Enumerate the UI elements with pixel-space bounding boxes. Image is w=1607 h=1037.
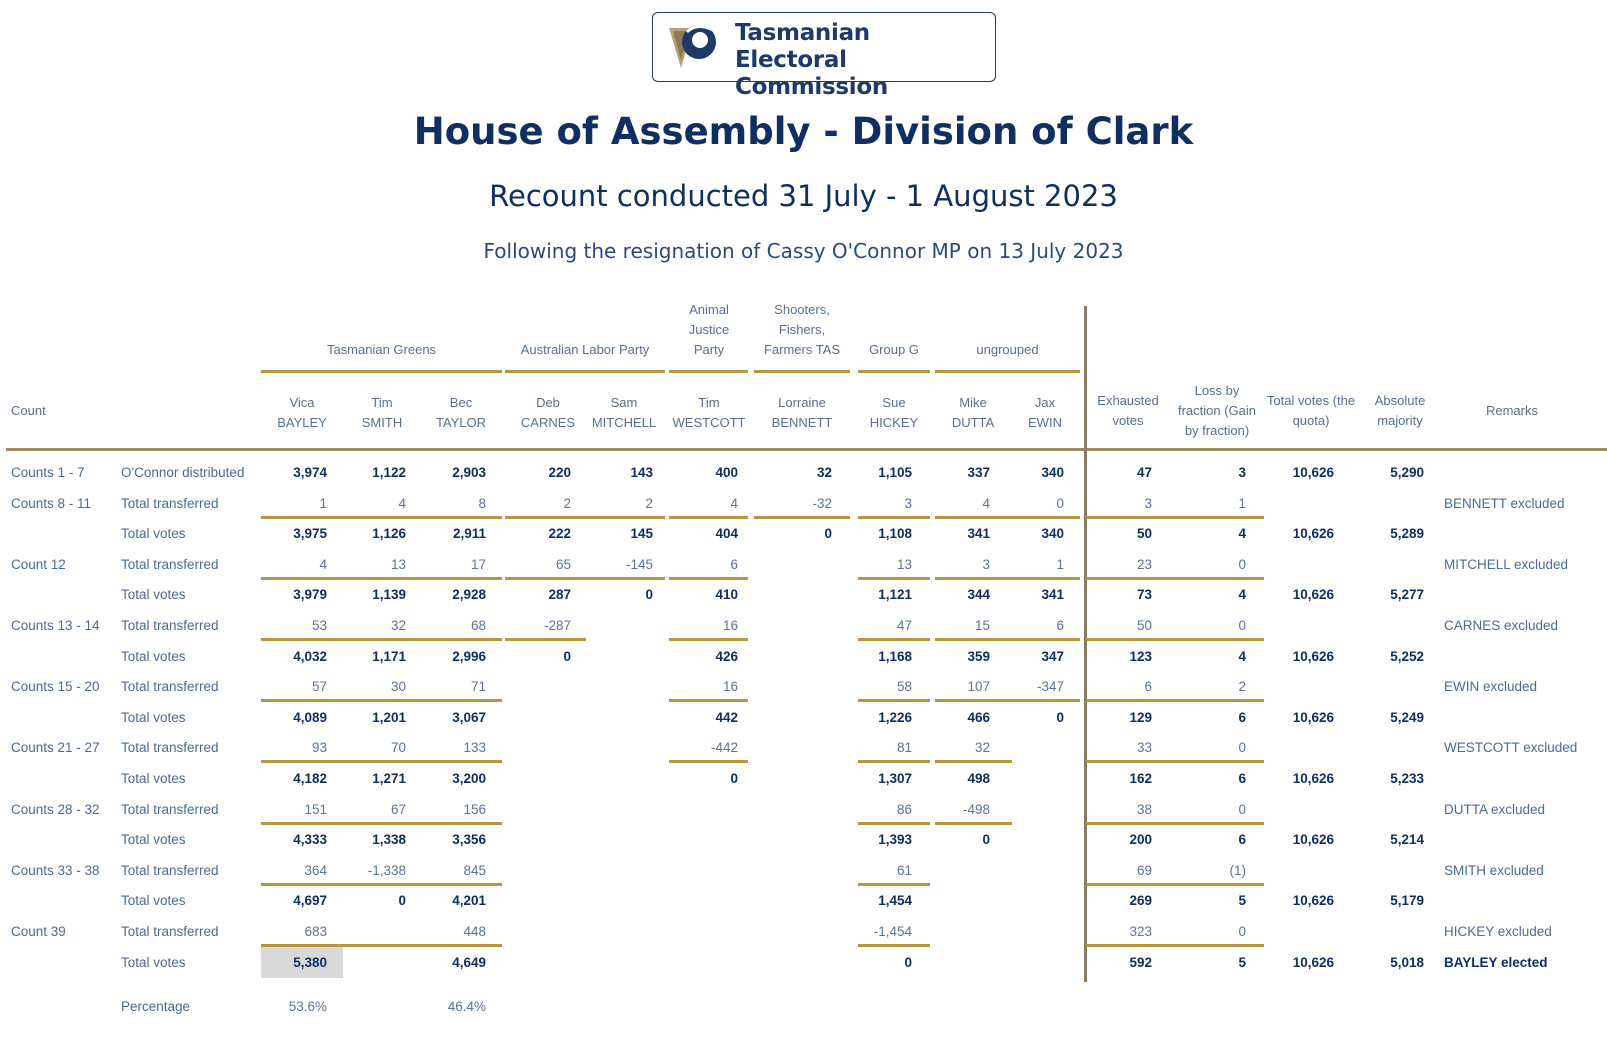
transfer-underline xyxy=(858,883,930,886)
loss-value: 2 xyxy=(1238,679,1246,695)
candidate-value: 4,201 xyxy=(452,893,486,909)
transfer-underline xyxy=(261,516,502,519)
row-label: Total votes xyxy=(121,832,186,848)
candidate-value: 287 xyxy=(548,587,571,603)
candidate-value: 0 xyxy=(730,771,738,786)
transfer-underline xyxy=(935,516,1080,519)
candidate-last-name: SMITH xyxy=(361,415,403,430)
row-remark: BENNETT excluded xyxy=(1444,495,1565,511)
candidate-first-name: Sam xyxy=(610,395,638,410)
candidate-value: 143 xyxy=(630,465,653,480)
candidate-last-name: WESTCOTT xyxy=(672,415,746,430)
candidate-value: 341 xyxy=(1041,587,1064,603)
candidate-value: 400 xyxy=(715,465,738,480)
total-quota-value: 10,626 xyxy=(1292,526,1334,542)
candidate-value: 1,307 xyxy=(878,771,912,786)
absolute-majority-value: 5,018 xyxy=(1390,954,1424,970)
candidate-value: -287 xyxy=(543,618,571,633)
candidate-value: 1 xyxy=(319,495,327,511)
candidate-value: 1,201 xyxy=(372,709,406,725)
candidate-value: 0 xyxy=(398,893,406,909)
candidate-value: 71 xyxy=(470,679,486,695)
candidate-first-name: Tim xyxy=(371,395,393,410)
loss-value: 0 xyxy=(1238,556,1246,572)
page-note: Following the resignation of Cassy O'Connor MP on 13 July 2023 xyxy=(483,239,1124,263)
candidate-first-name: Vica xyxy=(289,395,315,410)
transfer-underline xyxy=(1086,699,1264,702)
candidate-value: 107 xyxy=(967,679,990,695)
transfer-underline xyxy=(669,699,748,702)
transfer-underline xyxy=(261,577,502,580)
candidate-value: -145 xyxy=(625,556,653,572)
transfer-underline xyxy=(669,760,748,763)
candidate-value: 145 xyxy=(630,526,653,542)
transfer-underline xyxy=(858,516,930,519)
candidate-value: 1,393 xyxy=(878,832,912,848)
candidate-value: 0 xyxy=(982,832,990,848)
exhausted-value: 129 xyxy=(1129,709,1152,725)
exhausted-value: 23 xyxy=(1136,556,1152,572)
group-header: ungrouped xyxy=(976,342,1039,357)
loss-value: 0 xyxy=(1238,740,1246,756)
loss-value: (1) xyxy=(1229,862,1246,878)
loss-value: 5 xyxy=(1238,893,1246,909)
candidate-last-name: CARNES xyxy=(520,415,576,430)
candidate-value: 220 xyxy=(548,465,571,480)
candidate-value: 1,105 xyxy=(878,465,912,480)
row-count: Counts 1 - 7 xyxy=(11,465,85,480)
row-label: Total transferred xyxy=(121,924,219,939)
row-remark: BAYLEY elected xyxy=(1444,954,1548,970)
exhausted-value: 50 xyxy=(1136,618,1152,633)
loss-value: 0 xyxy=(1238,801,1246,817)
candidate-last-name: MITCHELL xyxy=(591,415,657,430)
total-quota-value: 10,626 xyxy=(1292,771,1334,786)
tec-emblem-icon xyxy=(667,22,723,72)
candidate-header xyxy=(664,393,754,433)
candidate-value: 0 xyxy=(904,954,912,970)
percentage-taylor: 46.4% xyxy=(447,999,486,1015)
transfer-underline xyxy=(1086,883,1264,886)
group-underline xyxy=(858,370,930,373)
remarks-header: Remarks xyxy=(1485,403,1538,418)
candidate-value: 5,380 xyxy=(293,954,327,970)
transfer-underline xyxy=(935,577,1080,580)
candidate-value: 70 xyxy=(390,740,406,756)
candidate-value: 0 xyxy=(645,587,653,603)
candidate-value: 30 xyxy=(390,679,406,695)
row-count: Counts 8 - 11 xyxy=(11,495,92,511)
row-remark: SMITH excluded xyxy=(1444,862,1544,878)
candidate-value: 1,454 xyxy=(878,893,912,909)
candidate-value: 81 xyxy=(896,740,912,756)
group-header: Group G xyxy=(869,342,919,357)
candidate-value: 4 xyxy=(982,495,990,511)
transfer-underline xyxy=(1086,577,1264,580)
loss-header: Loss by fraction (Gain by fraction) xyxy=(1177,383,1257,438)
candidate-value: 359 xyxy=(967,648,990,664)
transfer-underline xyxy=(261,699,502,702)
candidate-value: 1,226 xyxy=(878,709,912,725)
candidate-value: 1,122 xyxy=(372,465,406,480)
candidate-value: 4,649 xyxy=(452,954,486,970)
candidate-value: 13 xyxy=(896,556,912,572)
loss-value: 3 xyxy=(1238,465,1246,480)
candidate-value: 16 xyxy=(722,618,738,633)
transfer-underline xyxy=(669,638,748,641)
group-header: Shooters, Fishers, Farmers TAS xyxy=(763,302,841,357)
transfer-underline xyxy=(935,760,1012,763)
group-header: Tasmanian Greens xyxy=(326,342,437,357)
row-remark: DUTTA excluded xyxy=(1444,801,1546,817)
candidate-value: 53 xyxy=(311,618,327,633)
exhausted-value: 123 xyxy=(1129,648,1152,664)
candidate-value: 845 xyxy=(463,862,486,878)
candidate-value: -32 xyxy=(812,495,832,511)
candidate-value: 3,200 xyxy=(452,771,486,786)
candidate-value: 4,089 xyxy=(293,709,327,725)
transfer-underline xyxy=(858,822,930,825)
percentage-bayley: 53.6% xyxy=(288,999,327,1015)
candidate-value: 57 xyxy=(311,679,327,695)
candidate-value: 3,067 xyxy=(452,709,486,725)
candidate-header xyxy=(416,393,506,433)
transfer-underline xyxy=(935,822,1012,825)
candidate-first-name: Sue xyxy=(882,395,906,410)
row-remark: WESTCOTT excluded xyxy=(1444,740,1578,756)
row-count: Count 12 xyxy=(11,556,66,572)
candidate-value: 1,271 xyxy=(372,771,406,786)
candidate-header xyxy=(337,393,427,433)
row-count: Count 39 xyxy=(11,924,66,939)
candidate-value: 67 xyxy=(390,801,406,817)
exhausted-value: 200 xyxy=(1129,832,1152,848)
candidate-value: 1,168 xyxy=(878,648,912,664)
candidate-value: 68 xyxy=(470,618,486,633)
transfer-underline xyxy=(1086,516,1264,519)
candidate-value: 1 xyxy=(1056,556,1064,572)
row-count: Counts 13 - 14 xyxy=(11,618,100,633)
exhausted-value: 162 xyxy=(1129,771,1152,786)
exhausted-value: 69 xyxy=(1136,862,1152,878)
candidate-value: 466 xyxy=(967,709,990,725)
candidate-value: 340 xyxy=(1041,465,1064,480)
candidate-value: 3 xyxy=(982,556,990,572)
candidate-value: 61 xyxy=(896,862,912,878)
candidate-first-name: Deb xyxy=(536,395,560,410)
row-count: Counts 28 - 32 xyxy=(11,801,100,817)
candidate-value: -498 xyxy=(962,801,990,817)
transfer-underline xyxy=(261,822,502,825)
exhausted-value: 269 xyxy=(1129,893,1152,909)
candidate-value: 4,182 xyxy=(293,771,327,786)
exhausted-header: Exhausted votes xyxy=(1097,393,1159,428)
exhausted-value: 33 xyxy=(1136,740,1152,756)
absolute-majority-value: 5,289 xyxy=(1390,526,1424,542)
candidate-value: 3,974 xyxy=(293,465,327,480)
transfer-underline xyxy=(858,944,930,947)
loss-value: 0 xyxy=(1238,618,1246,633)
row-label: Total votes xyxy=(121,893,186,909)
loss-value: 5 xyxy=(1238,954,1246,970)
absolute-majority-value: 5,277 xyxy=(1390,587,1424,603)
candidate-value: 3,975 xyxy=(293,526,327,542)
candidate-value: -1,454 xyxy=(873,924,912,939)
candidate-first-name: Mike xyxy=(959,395,987,410)
row-label: Total transferred xyxy=(121,801,219,817)
candidate-value: 364 xyxy=(304,862,327,878)
row-label: Total votes xyxy=(121,587,186,603)
page-title: House of Assembly - Division of Clark xyxy=(413,110,1194,153)
candidate-value: 1,139 xyxy=(372,587,406,603)
candidate-value: 410 xyxy=(715,587,738,603)
transfer-underline xyxy=(1086,760,1264,763)
candidate-value: 3 xyxy=(904,495,912,511)
candidate-value: 1,126 xyxy=(372,526,406,542)
candidate-value: 1,108 xyxy=(878,526,912,542)
loss-value: 4 xyxy=(1238,648,1246,664)
exhausted-value: 47 xyxy=(1136,465,1152,480)
row-label: Total votes xyxy=(121,526,186,542)
total-quota-value: 10,626 xyxy=(1292,893,1334,909)
transfer-underline xyxy=(505,577,665,580)
candidate-value: 1,171 xyxy=(372,648,406,664)
candidate-value: 2,996 xyxy=(452,648,486,664)
candidate-header xyxy=(757,393,847,433)
candidate-value: 1,338 xyxy=(372,832,406,848)
row-label: Total transferred xyxy=(121,862,219,878)
transfer-underline xyxy=(935,638,1080,641)
group-underline xyxy=(505,370,665,373)
tec-logo xyxy=(652,12,996,100)
transfer-underline xyxy=(858,760,930,763)
candidate-first-name: Lorraine xyxy=(778,395,826,410)
candidate-header xyxy=(1000,393,1090,433)
candidate-value: 86 xyxy=(896,801,912,817)
row-label: Total transferred xyxy=(121,618,219,633)
row-remark: EWIN excluded xyxy=(1444,679,1538,695)
total-quota-value: 10,626 xyxy=(1292,465,1334,480)
page-subtitle: Recount conducted 31 July - 1 August 2023 xyxy=(489,179,1118,213)
candidate-value: 4 xyxy=(398,495,406,511)
candidate-value: 17 xyxy=(470,556,486,572)
candidate-value: 4,032 xyxy=(293,648,327,664)
row-remark: HICKEY excluded xyxy=(1444,924,1552,939)
candidate-value: 13 xyxy=(390,556,406,572)
logo-line-1: Tasmanian xyxy=(735,20,870,46)
transfer-underline xyxy=(754,516,850,519)
row-remark: CARNES excluded xyxy=(1444,618,1559,633)
transfer-underline xyxy=(935,699,1080,702)
transfer-underline xyxy=(669,577,748,580)
candidate-value: 4,333 xyxy=(293,832,327,848)
candidate-value: 16 xyxy=(722,679,738,695)
row-count: Counts 21 - 27 xyxy=(11,740,100,756)
total-quota-value: 10,626 xyxy=(1292,648,1334,664)
count-header: Count xyxy=(11,403,46,418)
group-header: Animal Justice Party xyxy=(688,302,730,357)
logo-wordmark xyxy=(735,20,995,101)
transfer-underline xyxy=(1086,638,1264,641)
candidate-last-name: HICKEY xyxy=(869,415,919,430)
row-remark: MITCHELL excluded xyxy=(1444,556,1569,572)
exhausted-value: 323 xyxy=(1129,924,1152,939)
candidate-value: 65 xyxy=(555,556,571,572)
candidate-value: 6 xyxy=(1056,618,1064,633)
candidate-value: 340 xyxy=(1041,526,1064,542)
transfer-underline xyxy=(858,699,930,702)
total-quota-value: 10,626 xyxy=(1292,709,1334,725)
transfer-underline xyxy=(261,760,502,763)
exhausted-value: 50 xyxy=(1136,526,1152,542)
candidate-value: 222 xyxy=(548,526,571,542)
candidate-value: 341 xyxy=(967,526,990,542)
transfer-underline xyxy=(858,577,930,580)
candidate-value: 683 xyxy=(304,924,327,939)
absolute-majority-value: 5,214 xyxy=(1390,832,1424,848)
exhausted-value: 592 xyxy=(1129,954,1152,970)
candidate-last-name: TAYLOR xyxy=(435,415,487,430)
candidate-value: 347 xyxy=(1041,648,1064,664)
transfer-underline xyxy=(858,638,930,641)
candidate-value: 426 xyxy=(715,648,738,664)
candidate-value: 2 xyxy=(645,495,653,511)
transfer-underline xyxy=(1086,944,1264,947)
candidate-value: -1,338 xyxy=(367,862,406,878)
candidate-value: 93 xyxy=(311,740,327,756)
candidate-value: 0 xyxy=(1056,709,1064,725)
group-header: Australian Labor Party xyxy=(520,342,650,357)
candidate-value: 344 xyxy=(967,587,990,603)
absolute-majority-header: Absolute majority xyxy=(1374,393,1426,428)
row-label: Total transferred xyxy=(121,495,219,511)
candidate-value: 337 xyxy=(967,465,990,480)
group-underline xyxy=(669,370,748,373)
loss-value: 1 xyxy=(1238,495,1246,511)
loss-value: 6 xyxy=(1238,709,1246,725)
table-divider xyxy=(1084,306,1087,982)
candidate-first-name: Jax xyxy=(1034,395,1056,410)
candidate-value: 0 xyxy=(824,526,832,542)
candidate-value: 133 xyxy=(463,740,486,756)
loss-value: 6 xyxy=(1238,832,1246,848)
candidate-value: 4 xyxy=(319,556,327,572)
logo-line-2: Electoral Commission xyxy=(735,47,888,100)
candidate-value: 404 xyxy=(715,526,738,542)
absolute-majority-value: 5,290 xyxy=(1390,465,1424,480)
total-quota-value: 10,626 xyxy=(1292,587,1334,603)
candidate-value: 0 xyxy=(563,648,571,664)
candidate-value: 498 xyxy=(967,771,990,786)
candidate-last-name: BENNETT xyxy=(771,415,833,430)
candidate-first-name: Bec xyxy=(449,395,473,410)
candidate-last-name: BAYLEY xyxy=(277,415,327,430)
candidate-value: 3,979 xyxy=(293,587,327,603)
transfer-underline xyxy=(505,638,586,641)
exhausted-value: 73 xyxy=(1136,587,1152,603)
candidate-value: 151 xyxy=(304,801,327,817)
group-underline xyxy=(935,370,1080,373)
transfer-underline xyxy=(261,638,502,641)
candidate-value: 3,356 xyxy=(452,832,486,848)
candidate-last-name: EWIN xyxy=(1028,415,1062,430)
row-label: Total votes xyxy=(121,771,186,786)
candidate-header xyxy=(579,393,669,433)
group-underline xyxy=(261,370,502,373)
absolute-majority-value: 5,252 xyxy=(1390,648,1424,664)
candidate-value: 0 xyxy=(1056,495,1064,511)
row-count: Counts 15 - 20 xyxy=(11,679,100,695)
total-quota-header: Total votes (the quota) xyxy=(1266,393,1356,428)
candidate-header xyxy=(849,393,939,433)
candidate-value: 6 xyxy=(730,556,738,572)
row-label: Total votes xyxy=(121,709,186,725)
loss-value: 6 xyxy=(1238,771,1246,786)
candidate-value: 2 xyxy=(563,495,571,511)
transfer-underline xyxy=(1086,822,1264,825)
candidate-value: 4 xyxy=(730,495,738,511)
exhausted-value: 6 xyxy=(1144,679,1152,695)
loss-value: 4 xyxy=(1238,587,1246,603)
candidate-header xyxy=(257,393,347,433)
absolute-majority-value: 5,179 xyxy=(1390,893,1424,909)
candidate-value: 32 xyxy=(816,465,832,480)
candidate-value: 32 xyxy=(390,618,406,633)
candidate-value: 4,697 xyxy=(293,893,327,909)
row-label: Total votes xyxy=(121,648,186,664)
percentage-label: Percentage xyxy=(121,999,191,1015)
candidate-last-name: DUTTA xyxy=(951,415,995,430)
candidate-value: 47 xyxy=(896,618,912,633)
row-label: Total transferred xyxy=(121,679,219,695)
absolute-majority-value: 5,249 xyxy=(1390,709,1424,725)
candidate-value: 1,121 xyxy=(878,587,912,603)
candidate-value: 442 xyxy=(715,709,738,725)
exhausted-value: 3 xyxy=(1144,495,1152,511)
candidate-value: 2,928 xyxy=(452,587,486,603)
candidate-value: 32 xyxy=(974,740,990,756)
candidate-value: -442 xyxy=(710,740,738,756)
header-rule xyxy=(6,448,1607,451)
total-quota-value: 10,626 xyxy=(1292,954,1334,970)
candidate-value: 156 xyxy=(463,801,486,817)
transfer-underline xyxy=(261,883,502,886)
total-quota-value: 10,626 xyxy=(1292,832,1334,848)
row-label: Total votes xyxy=(121,954,186,970)
candidate-value: 58 xyxy=(896,679,912,695)
candidate-value: -347 xyxy=(1036,679,1064,695)
group-underline xyxy=(754,370,850,373)
row-label: Total transferred xyxy=(121,740,219,756)
loss-value: 0 xyxy=(1238,924,1246,939)
row-count: Counts 33 - 38 xyxy=(11,862,100,878)
row-label: O'Connor distributed xyxy=(121,465,245,480)
transfer-underline xyxy=(669,516,748,519)
row-label: Total transferred xyxy=(121,556,219,572)
candidate-value: 448 xyxy=(463,924,486,939)
candidate-value: 2,911 xyxy=(452,526,486,542)
candidate-value: 15 xyxy=(974,618,990,633)
loss-value: 4 xyxy=(1238,526,1246,542)
candidate-value: 2,903 xyxy=(452,465,486,480)
candidate-value: 8 xyxy=(478,495,486,511)
transfer-underline xyxy=(505,516,665,519)
transfer-underline xyxy=(261,944,502,947)
candidate-first-name: Tim xyxy=(698,395,720,410)
absolute-majority-value: 5,233 xyxy=(1390,771,1424,786)
exhausted-value: 38 xyxy=(1136,801,1152,817)
